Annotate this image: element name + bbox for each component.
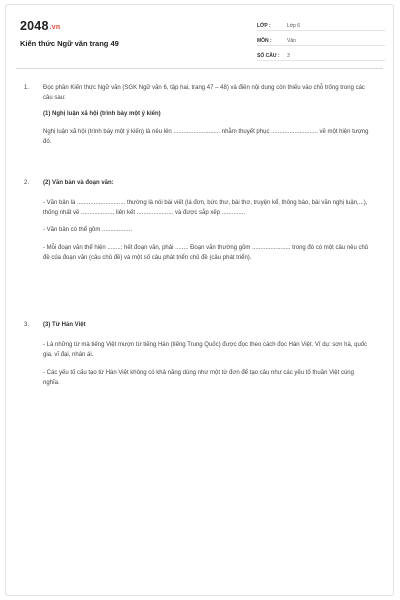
meta-row-class (257, 18, 385, 31)
question-text: Nghị luận xã hội (trình bày một ý kiến) là nêu lên ............................ nhằm thuyết phục ............................ về một hiện tượng đó. (43, 129, 369, 145)
meta-row-question-count (257, 48, 385, 61)
question-body (43, 178, 371, 269)
header-divider (16, 68, 383, 69)
meta-info (257, 18, 385, 63)
question-heading: (3) Từ Hán Việt (43, 322, 86, 328)
meta-value: Lớp 6 (287, 23, 301, 29)
question-paragraph: - Là những từ mà tiếng Việt mượn từ tiếng Hán (tiếng Trung Quốc) được đọc theo cách đọc Hán Việt. Ví dụ: sơn hà, quốc gia, vĩ đại, nhân ái. (43, 342, 368, 358)
meta-label: SỐ CÂU : (257, 53, 280, 59)
meta-label: LỚP : (257, 23, 271, 29)
question-intro: Đọc phần Kiến thức Ngữ văn (SGK Ngữ văn 6, tập hai, trang 47 – 48) và điền nội dung còn thiếu vào chỗ trống trong các câu sau: (43, 85, 365, 101)
question-body (43, 83, 371, 153)
document-header (6, 5, 393, 65)
logo-suffix: .vn (49, 24, 61, 31)
question-number: 2. (24, 180, 30, 186)
question-number: 1. (24, 85, 30, 91)
question-paragraph: - Văn bản có thể gồm .................. (43, 227, 133, 233)
document-page (5, 4, 394, 596)
logo-text: 2048 (20, 19, 49, 33)
question-body (43, 320, 371, 394)
question-number: 3. (24, 322, 30, 328)
question-paragraph: - Văn bản là ............................. thường là nói bài viết (lá đơn, bức thư, bài thơ, truyện kể, thông báo, bài văn nghị luận,...), thống nhất về ..................., liên kết ...................... và được sắp xếp .............. (43, 200, 368, 216)
question-heading: (2) Văn bản và đoạn văn: (43, 180, 114, 186)
meta-row-subject (257, 33, 385, 46)
question-paragraph: - Mỗi đoạn văn thể hiện ........; hết đoạn văn, phải ........ Đoạn văn thường gồm ....................... trong đó có một câu nêu chủ đề của đoạn văn (câu chủ đề) và một số câu phát triển chủ đề (câu phát triển). (43, 245, 369, 261)
site-logo[interactable] (20, 19, 60, 33)
meta-label: MÔN : (257, 38, 272, 44)
document-title: Kiến thức Ngữ văn trang 49 (20, 39, 119, 48)
meta-value: 3 (287, 53, 290, 59)
question-subheading: (1) Nghị luận xã hội (trình bày một ý kiến) (43, 111, 161, 117)
question-paragraph: - Các yếu tố cấu tạo từ Hán Việt không có khả năng dùng như một từ đơn để tạo câu như các yếu tố thuần Việt cùng nghĩa. (43, 370, 354, 386)
meta-value: Văn (287, 38, 296, 44)
